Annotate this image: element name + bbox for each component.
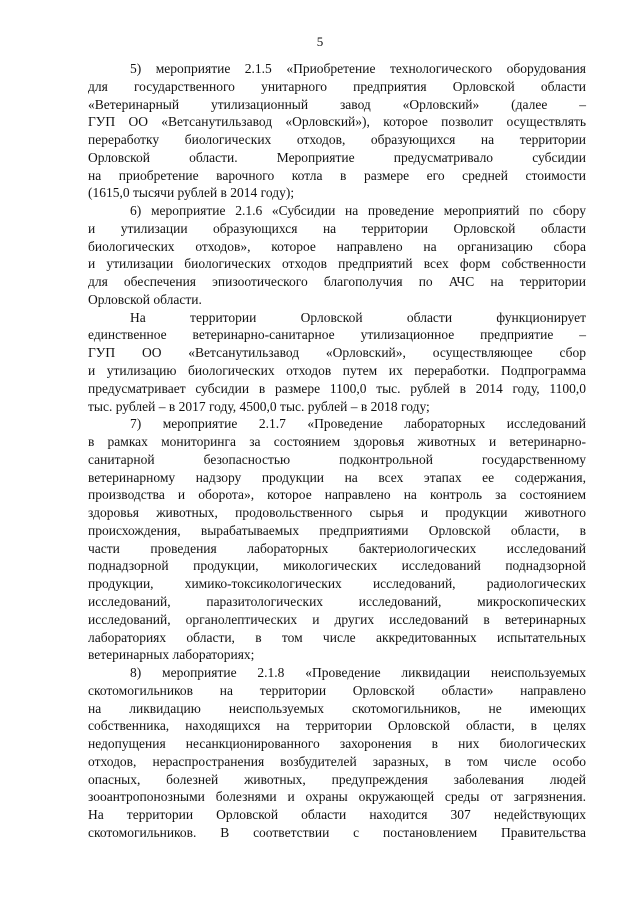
text-line: 8) мероприятие 2.1.8 «Проведение ликвидации неиспользуемых [130, 665, 586, 681]
text-line: ветеринарному надзору продукции на всех этапах ее содержания, [88, 469, 586, 485]
text-line: скотомогильников на территории Орловской области» направлено [88, 682, 586, 698]
text-line: ГУП ОО «Ветсанутильзавод «Орловский»), которое позволит осуществлять [88, 114, 586, 130]
text-line: опасных, болезней животных, предупреждения заболевания людей [88, 771, 586, 787]
text-line: санитарной безопасностью подконтрольной государственному [88, 451, 586, 467]
body-text [88, 60, 586, 842]
text-line: и утилизацию биологических отходов путем их переработки. Подпрограмма [88, 363, 586, 379]
text-line: лабораториях области, в том числе аккредитованных испытательных [88, 629, 586, 645]
text-line: поднадзорной продукции, микологических исследований поднадзорной [88, 558, 586, 574]
text-line: предусматривает субсидии в размере 1100,0 тыс. рублей в 2014 году, 1100,0 [88, 380, 586, 396]
text-line: 7) мероприятие 2.1.7 «Проведение лабораторных исследований [130, 416, 586, 432]
text-line: здоровья животных, продовольственного сырья и продукции животного [88, 505, 586, 521]
text-line: Орловской области. Мероприятие предусматривало субсидии [88, 149, 586, 165]
text-line: исследований, органолептических и других исследований в ветеринарных [88, 611, 586, 627]
text-line: и утилизации образующихся на территории Орловской области [88, 220, 586, 236]
text-line: части проведения лабораторных бактериологических исследований [88, 540, 586, 556]
text-line: биологических отходов», которое направлено на организацию сбора [88, 238, 586, 254]
page-number: 5 [316, 34, 324, 49]
text-line: на ликвидацию неиспользуемых скотомогильников, не имеющих [88, 700, 586, 716]
text-line: исследований, паразитологических исследований, микроскопических [88, 593, 586, 609]
text-line: (1615,0 тысячи рублей в 2014 году); [88, 185, 295, 201]
text-line: для государственного унитарного предприятия Орловской области [88, 78, 586, 94]
text-line: 6) мероприятие 2.1.6 «Субсидии на проведение мероприятий по сбору [130, 203, 586, 219]
text-line: Орловской области. [88, 291, 202, 307]
text-line: «Ветеринарный утилизационный завод «Орловский» (далее – [88, 96, 586, 112]
text-line: зооантропонозными болезнями и охраны окружающей среды от загрязнения. [88, 789, 586, 805]
text-line: на приобретение варочного котла в размере его средней стоимости [88, 167, 586, 183]
text-line: переработку биологических отходов, образующихся на территории [88, 132, 586, 148]
text-line: ГУП ОО «Ветсанутильзавод «Орловский», осуществляющее сбор [88, 345, 586, 361]
text-line: продукции, химико-токсикологических исследований, радиологических [88, 576, 586, 592]
text-line: в рамках мониторинга за состоянием здоровья животных и ветеринарно- [88, 434, 586, 450]
text-line: для обеспечения эпизоотического благополучия по АЧС на территории [88, 274, 586, 290]
text-line: отходов, нераспространения возбудителей заразных, в том числе особо [88, 753, 586, 769]
text-line: происхождения, вырабатываемых предприятиями Орловской области, в [88, 522, 586, 538]
text-line: 5) мероприятие 2.1.5 «Приобретение технологического оборудования [130, 61, 586, 76]
text-line: На территории Орловской области находится 307 недействующих [88, 807, 586, 823]
text-line: тыс. рублей – в 2017 году, 4500,0 тыс. рублей – в 2018 году; [88, 398, 430, 414]
text-line: недопущения несанкционированного захоронения в них биологических [88, 736, 586, 752]
text-line: скотомогильников. В соответствии с постановлением Правительства [88, 824, 586, 840]
text-line: единственное ветеринарно-санитарное утилизационное предприятие – [88, 327, 586, 343]
text-line: ветеринарных лабораториях; [88, 647, 255, 663]
text-line: собственника, находящихся на территории Орловской области, в целях [88, 718, 586, 734]
text-line: и утилизации биологических отходов предприятий всех форм собственности [88, 256, 586, 272]
text-line: производства и оборота», которое направлено на контроль за состоянием [88, 487, 586, 503]
text-line: На территории Орловской области функционирует [130, 309, 586, 325]
